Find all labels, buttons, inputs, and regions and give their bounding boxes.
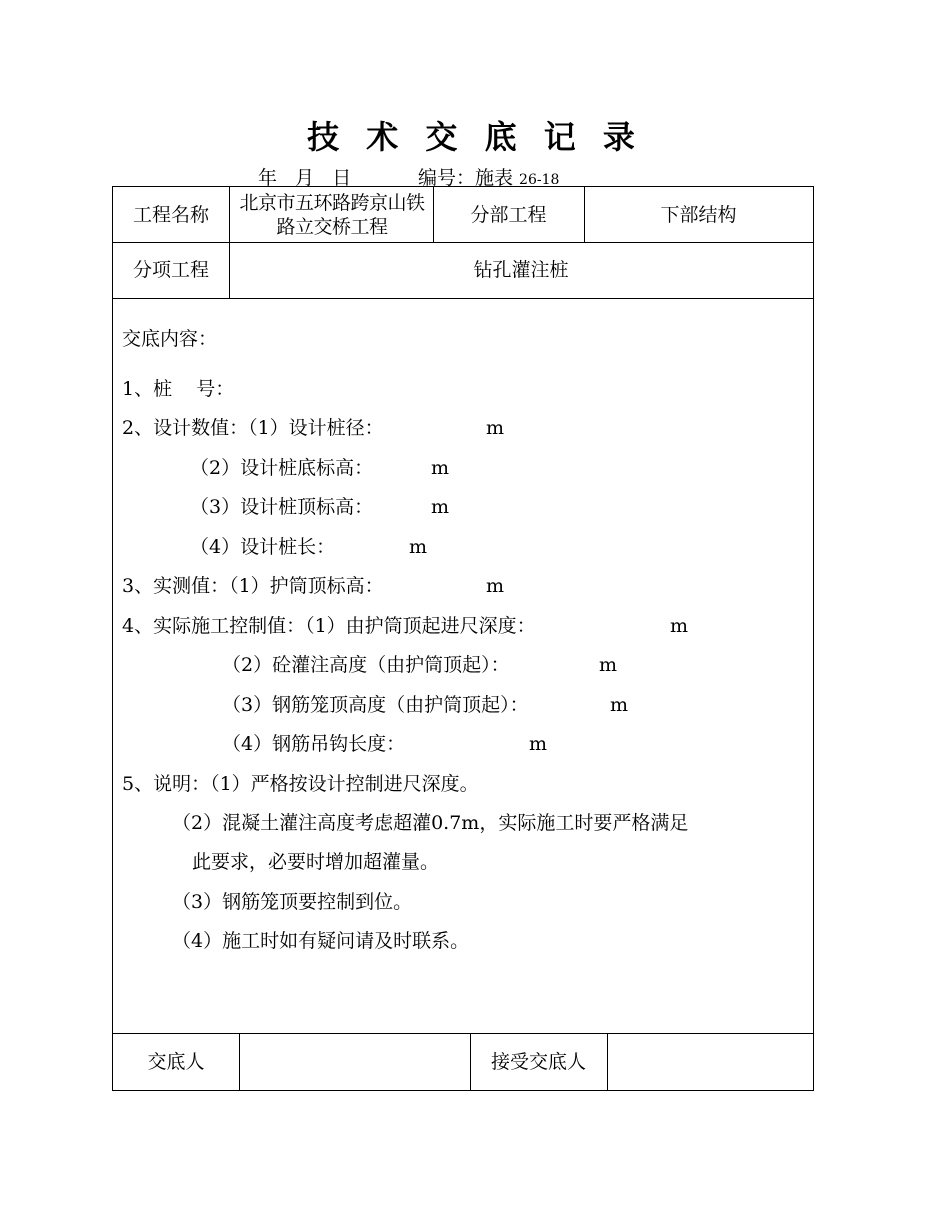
receiver-label: 接受交底人	[490, 1050, 586, 1073]
unit-label: m	[610, 694, 629, 716]
unit-label: m	[670, 615, 689, 637]
document-title: 技 术 交 底 记 录	[307, 118, 643, 156]
list-item: （2）砼灌注高度（由护筒顶起）：	[222, 654, 510, 676]
content-heading: 交底内容：	[122, 328, 218, 350]
project-name-label: 工程名称	[132, 203, 209, 226]
list-item: 4、实际施工控制值：（1）由护筒顶起进尺深度：	[122, 615, 536, 637]
sub-project-value: 下部结构	[660, 203, 737, 226]
unit-label: m	[431, 496, 450, 518]
unit-label: m	[486, 417, 505, 439]
date-line: 年 月 日	[258, 167, 352, 189]
handover-person-label: 交底人	[147, 1050, 205, 1073]
unit-label: m	[529, 733, 548, 755]
list-item: （2）混凝土灌注高度考虑超灌0.7m，实际施工时要严格满足	[172, 812, 689, 834]
unit-label: m	[599, 654, 618, 676]
list-item: （2）设计桩底标高：	[190, 457, 374, 479]
table-rule	[113, 298, 813, 299]
list-item: （3）钢筋笼顶要控制到位。	[172, 891, 413, 913]
list-item: （4）施工时如有疑问请及时联系。	[172, 930, 470, 952]
handover-record-table	[112, 186, 814, 1091]
list-item: 2、设计数值：（1）设计桩径：	[122, 417, 384, 439]
receiver-field[interactable]	[607, 1033, 813, 1090]
list-item: 3、实测值：（1）护筒顶标高：	[122, 575, 384, 597]
item-value: 钻孔灌注桩	[473, 259, 569, 281]
document-number-value: 26-18	[519, 172, 560, 188]
unit-label: m	[409, 536, 428, 558]
list-item: （4）设计桩长：	[190, 536, 336, 558]
unit-label: m	[486, 575, 505, 597]
project-name-value: 北京市五环路跨京山铁路立交桥工程	[239, 191, 425, 238]
unit-label: m	[431, 457, 450, 479]
list-item: （3）钢筋笼顶高度（由护筒顶起）：	[222, 694, 529, 716]
item-label: 分项工程	[132, 259, 209, 281]
sub-project-label: 分部工程	[470, 203, 547, 226]
list-item: （3）设计桩顶标高：	[190, 496, 374, 518]
handover-person-field[interactable]	[239, 1033, 470, 1090]
list-item: 此要求，必要时增加超灌量。	[192, 851, 440, 873]
table-rule	[229, 187, 230, 242]
list-item: 1、桩 号：	[122, 378, 235, 400]
document-number-label: 编号：施表	[418, 167, 520, 189]
list-item: （4）钢筋吊钩长度：	[222, 733, 406, 755]
list-item: 5、说明：（1）严格按设计控制进尺深度。	[122, 773, 479, 795]
